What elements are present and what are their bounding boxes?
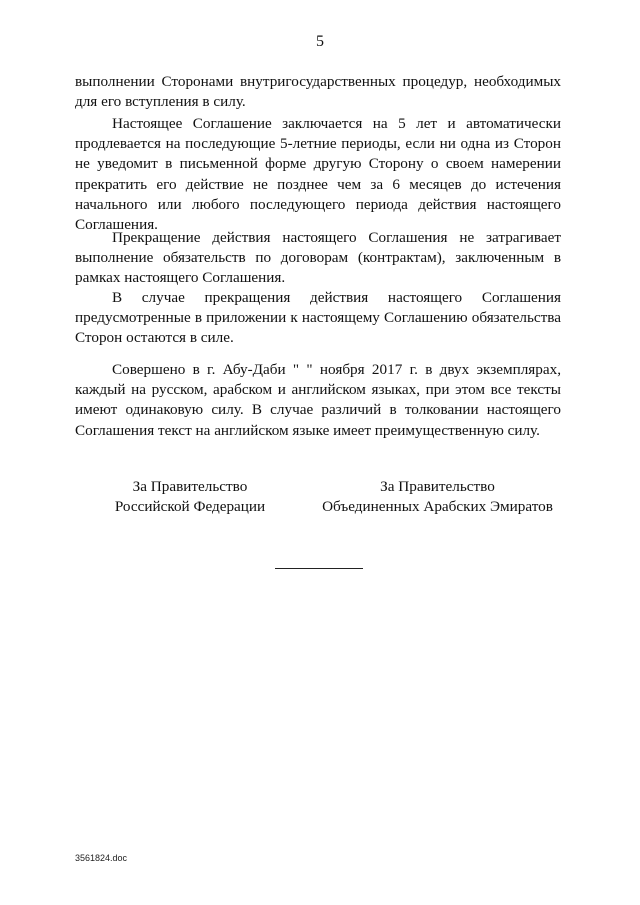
paragraph-done-at	[75, 360, 561, 441]
signature-block-uae	[315, 477, 560, 517]
paragraph-text: Настоящее Соглашение заключается на 5 лет и автоматически продлевается на последующие 5-летние периоды, если ни одна из Сторон не уведомит в письменной форме другую Сторону о своем намерении прекратить его действие не позднее чем за 6 месяцев до истечения начального или любого последующего периода действия настоящего Соглашения.	[75, 115, 561, 234]
signature-line-1: За Правительство	[132, 478, 248, 495]
separator-line	[275, 568, 363, 569]
paragraph-continuation	[75, 72, 561, 112]
signature-line-2: Российской Федерации	[114, 498, 266, 515]
page-number: 5	[316, 33, 324, 50]
paragraph-term-of-agreement	[75, 114, 561, 235]
signature-line-1: За Правительство	[380, 478, 495, 495]
signature-block-russia	[100, 477, 280, 517]
paragraph-annex-obligations	[75, 288, 561, 349]
paragraph-text: Совершено в г. Абу-Даби " " ноября 2017 г. в двух экземплярах, каждый на русском, арабском и английском языках, при этом все тексты имеют одинаковую силу. В случае различий в толковании настоящего Соглашения текст на английском языке имеет преимущественную силу.	[75, 361, 561, 439]
paragraph-text: В случае прекращения действия настоящего Соглашения предусмотренные в приложении к настоящему Соглашению обязательства Сторон остаются в силе.	[75, 289, 561, 347]
signature-line-2: Объединенных Арабских Эмиратов	[322, 498, 553, 515]
paragraph-text: выполнении Сторонами внутригосударственных процедур, необходимых для его вступления в силу.	[75, 73, 561, 111]
footer-doc-id: 3561824.doc	[75, 853, 128, 863]
paragraph-termination-effects	[75, 228, 561, 289]
paragraph-text: Прекращение действия настоящего Соглашения не затрагивает выполнение обязательств по договорам (контрактам), заключенным в рамках настоящего Соглашения.	[75, 229, 561, 287]
